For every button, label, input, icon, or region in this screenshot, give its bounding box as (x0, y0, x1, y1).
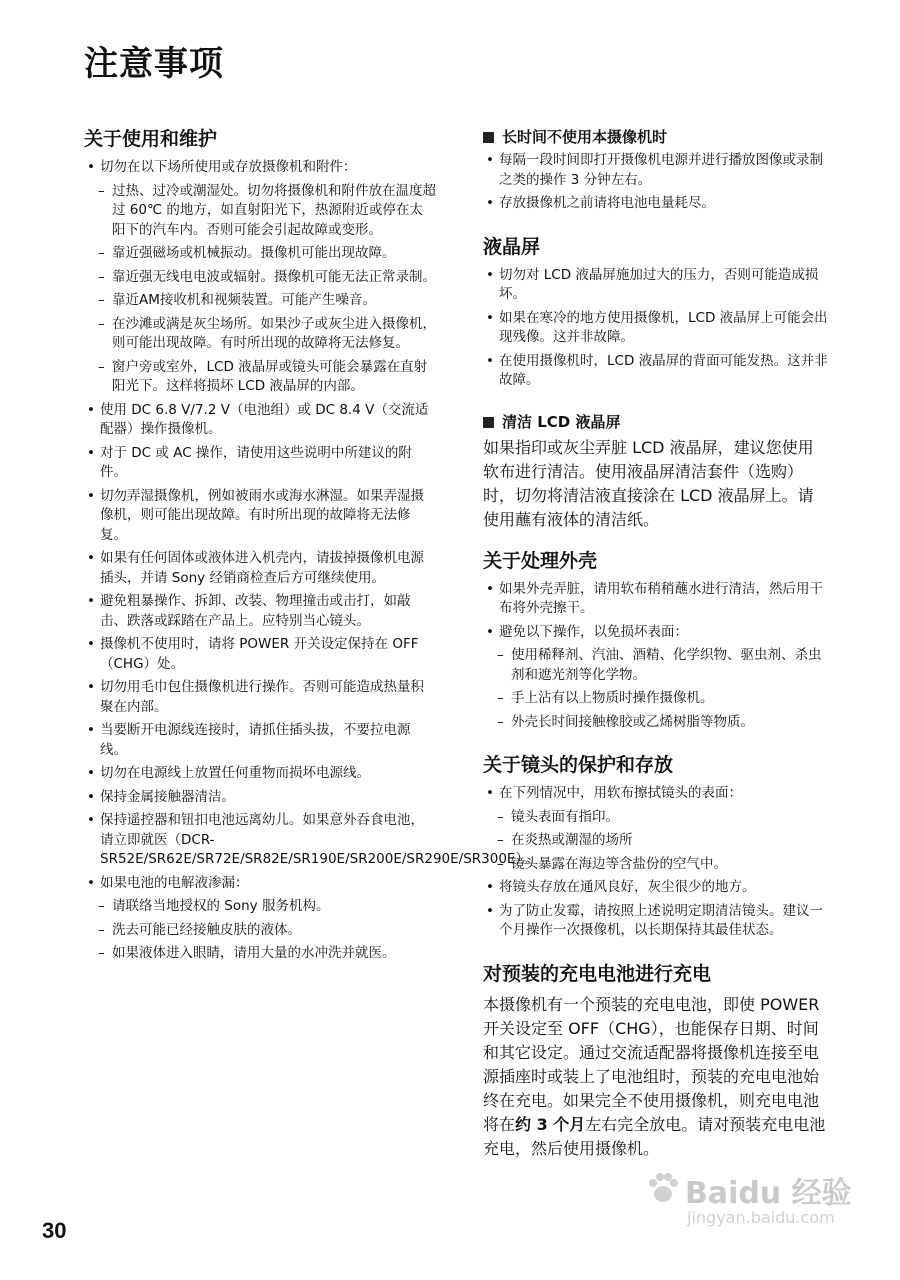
subsection-heading-clean-lcd: 清洁 LCD 液晶屏 (483, 411, 828, 433)
sub-item: – 靠近AM接收机和视频装置。可能产生噪音。 (84, 291, 436, 311)
section-heading-lcd: 液晶屏 (483, 235, 541, 258)
casing-list (483, 580, 828, 733)
square-bullet-icon (483, 132, 494, 143)
list-item: • 保持金属接触器清洁。 (84, 788, 436, 808)
sub-item: – 靠近强磁场或机械振动。摄像机可能出现故障。 (84, 244, 436, 264)
right-column (483, 126, 828, 1161)
section-heading-lens: 关于镜头的保护和存放 (483, 754, 674, 776)
sub-item: – 过热、过冷或潮湿处。切勿将摄像机和附件放在温度超过 60℃ 的地方，如直射阳光下，热源附近或停在太阳下的汽车内。否则可能会引起故障或变形。 (84, 182, 436, 241)
sub-item: – 如果液体进入眼睛，请用大量的水冲洗并就医。 (84, 944, 436, 964)
unused-list (483, 151, 828, 214)
subsection-heading-unused: 长时间不使用本摄像机时 (483, 126, 828, 148)
sub-item: – 在沙滩或满是灰尘场所。如果沙子或灰尘进入摄像机，则可能出现故障。有时所出现的故障将无法修复。 (84, 315, 436, 354)
list-item: • 为了防止发霉，请按照上述说明定期清洁镜头。建议一个月操作一次摄像机，以长期保持其最佳状态。 (483, 902, 828, 941)
lcd-list (483, 266, 828, 391)
sub-item: – 请联络当地授权的 Sony 服务机构。 (84, 897, 436, 917)
page-title: 注意事项 (84, 44, 224, 84)
sub-item: – 镜头表面有指印。 (483, 808, 828, 828)
list-item: • 每隔一段时间即打开摄像机电源并进行播放图像或录制之类的操作 3 分钟左右。 (483, 151, 828, 190)
list-item: • 使用 DC 6.8 V/7.2 V（电池组）或 DC 8.4 V（交流适配器）操作摄像机。 (84, 401, 436, 440)
section-heading-use-care: 关于使用和维护 (84, 128, 218, 150)
clean-lcd-paragraph: 如果指印或灰尘弄脏 LCD 液晶屏，建议您使用软布进行清洁。使用液晶屏清洁套件（选购）时，切勿将清洁液直接涂在 LCD 液晶屏上。请使用蘸有液体的清洁纸。 (483, 437, 814, 529)
list-item: • 切勿弄湿摄像机，例如被雨水或海水淋湿。如果弄湿摄像机，则可能出现故障。有时所出现的故障将无法修复。 (84, 487, 436, 546)
sub-item: – 窗户旁或室外，LCD 液晶屏或镜头可能会暴露在直射阳光下。这样将损坏 LCD 液晶屏的内部。 (84, 358, 436, 397)
list-item: • 如果外壳弄脏，请用软布稍稍蘸水进行清洁，然后用干布将外壳擦干。 (483, 580, 828, 619)
square-bullet-icon (483, 417, 494, 428)
list-item: • 存放摄像机之前请将电池电量耗尽。 (483, 194, 828, 214)
list-item: • 避免以下操作，以免损坏表面： (483, 623, 828, 643)
paw-logo-icon (645, 1170, 681, 1206)
list-item: • 切勿用毛巾包住摄像机进行操作。否则可能造成热量积聚在内部。 (84, 678, 436, 717)
sub-item: – 镜头暴露在海边等含盐份的空气中。 (483, 855, 828, 875)
list-item: • 切勿在电源线上放置任何重物而损坏电源线。 (84, 764, 436, 784)
list-item: • 避免粗暴操作、拆卸、改装、物理撞击或击打，如敲击、跌落或踩踏在产品上。应特别当心镜头。 (84, 592, 436, 631)
list-item: • 如果在寒冷的地方使用摄像机，LCD 液晶屏上可能会出现残像。这并非故障。 (483, 309, 828, 348)
watermark-brand: Baidu 经验 (685, 1176, 852, 1211)
sub-item: – 手上沾有以上物质时操作摄像机。 (483, 689, 828, 709)
sub-item: – 靠近强无线电电波或辐射。摄像机可能无法正常录制。 (84, 268, 436, 288)
charge-paragraph: 本摄像机有一个预装的充电电池，即使 POWER 开关设定至 OFF（CHG），也能保存日期、时间和其它设定。通过交流适配器将摄像机连接至电源插座时或装上了电池组时，预装的充电电池始终在充电。如果完全不使用摄像机，则充电电池将在约 3 个月左右完全放电。请对预装充电电池充电，然后使用摄像机。 (483, 994, 826, 1158)
section-heading-casing: 关于处理外壳 (483, 549, 598, 572)
lens-list (483, 784, 828, 941)
page-number: 30 (42, 1218, 67, 1243)
watermark-url: jingyan.baidu.com (687, 1208, 835, 1227)
list-item: • 当要断开电源线连接时，请抓住插头拔，不要拉电源线。 (84, 721, 436, 760)
sub-item: – 外壳长时间接触橡胶或乙烯树脂等物质。 (483, 713, 828, 733)
list-item: • 如果电池的电解液渗漏： (84, 874, 436, 894)
list-item: • 在使用摄像机时，LCD 液晶屏的背面可能发热。这并非故障。 (483, 352, 828, 391)
sub-item: – 洗去可能已经接触皮肤的液体。 (84, 921, 436, 941)
list-item: • 摄像机不使用时，请将 POWER 开关设定保持在 OFF（CHG）处。 (84, 635, 436, 674)
section-heading-charge: 对预装的充电电池进行充电 (483, 962, 712, 985)
list-item: • 如果有任何固体或液体进入机壳内，请拔掉摄像机电源插头，并请 Sony 经销商检查后方可继续使用。 (84, 549, 436, 588)
charge-duration: 约 3 个月 (515, 1114, 586, 1134)
list-item: • 在下列情况中，用软布擦拭镜头的表面： (483, 784, 828, 804)
sub-item: – 在炎热或潮湿的场所 (483, 831, 828, 851)
sub-item: – 使用稀释剂、汽油、酒精、化学织物、驱虫剂、杀虫剂和遮光剂等化学物。 (483, 646, 828, 685)
left-column (84, 126, 536, 968)
list-item: • 将镜头存放在通风良好，灰尘很少的地方。 (483, 878, 828, 898)
list-item: • 切勿在以下场所使用或存放摄像机和附件： (84, 158, 436, 178)
watermark (645, 1168, 855, 1238)
list-item: • 保持遥控器和钮扣电池远离幼儿。如果意外吞食电池，请立即就医（DCR-SR52E/SR62E/SR72E/SR82E/SR190E/SR200E/SR290E/SR300E）。 (84, 811, 436, 870)
list-item: • 对于 DC 或 AC 操作，请使用这些说明中所建议的附件。 (84, 444, 436, 483)
list-item: • 切勿对 LCD 液晶屏施加过大的压力，否则可能造成损坏。 (483, 266, 828, 305)
use-care-list (84, 158, 536, 964)
